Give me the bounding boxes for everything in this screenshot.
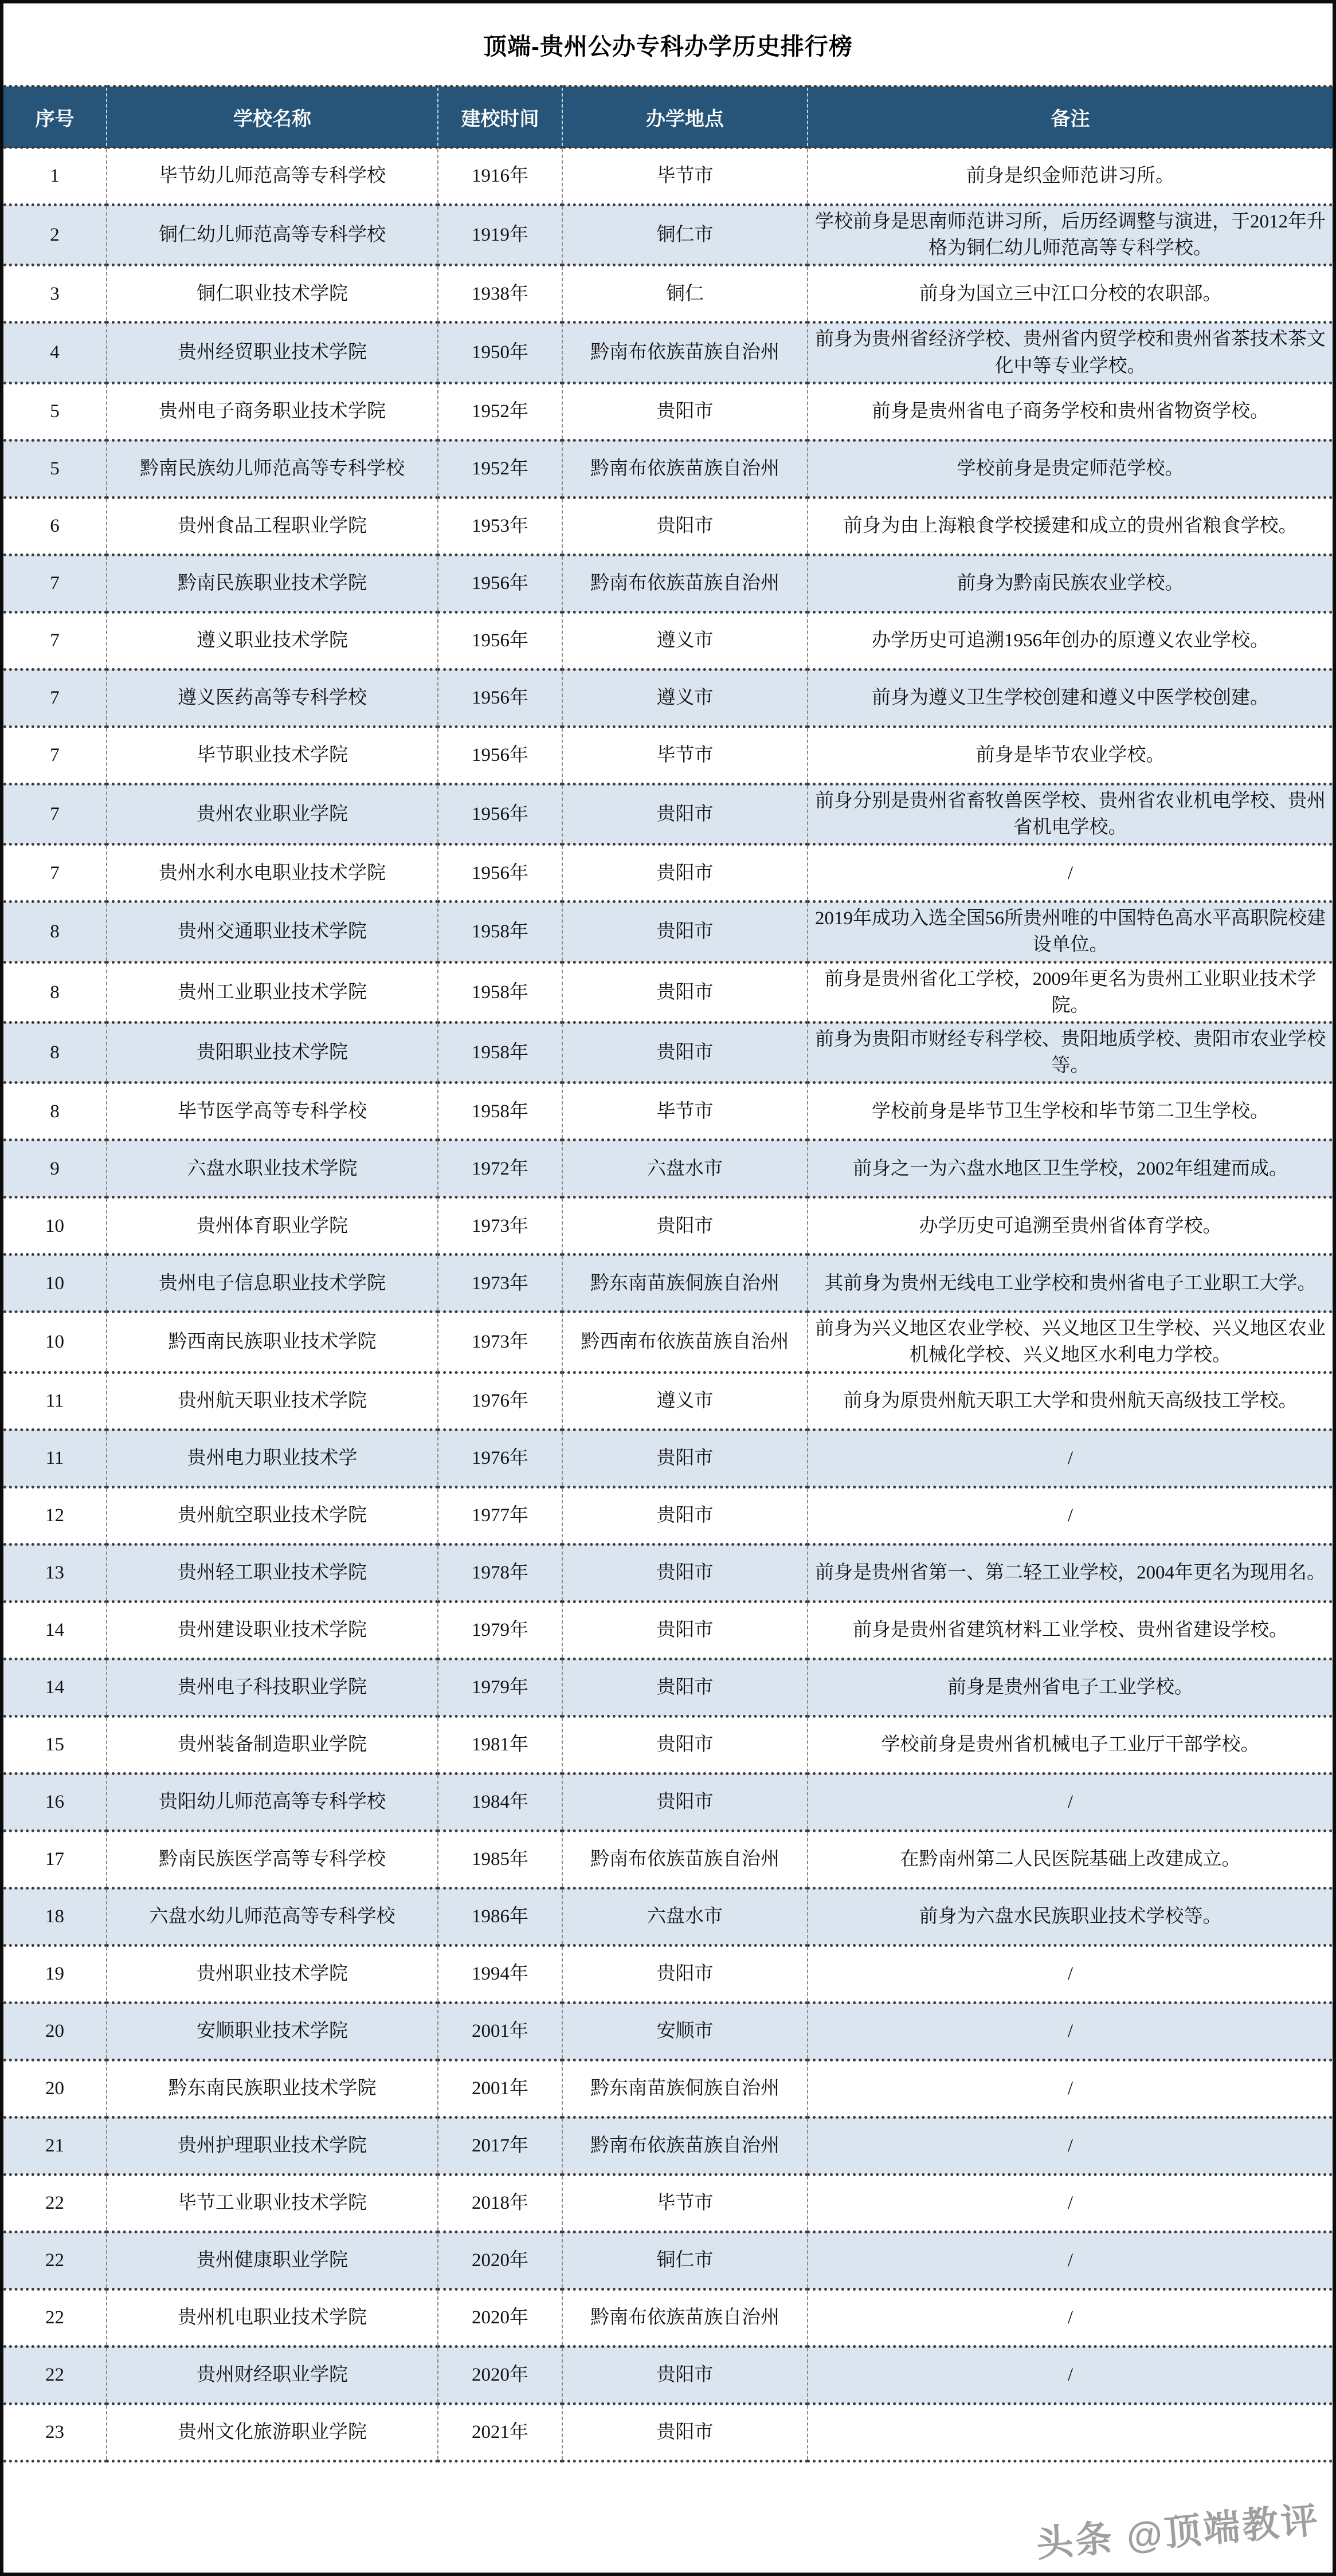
cell-note: 前身为兴义地区农业学校、兴义地区卫生学校、兴义地区农业机械化学校、兴义地区水利电力学校。 [808,1312,1333,1372]
cell-founding-year: 1938年 [438,265,562,323]
column-header-year: 建校时间 [438,87,562,148]
cell-school-name: 贵州工业职业技术学院 [107,962,438,1022]
cell-location: 贵阳市 [562,845,808,902]
cell-school-name: 贵州体育职业学院 [107,1197,438,1255]
cell-note: / [808,1487,1333,1544]
cell-location: 黔南布依族苗族自治州 [562,555,808,612]
cell-school-name: 毕节职业技术学院 [107,727,438,784]
cell-rank-number: 18 [45,1906,64,1927]
cell-rank-number: 8 [50,1042,60,1063]
cell-location: 安顺市 [562,2002,808,2060]
cell-rank-number: 7 [50,803,60,824]
cell-founding-year: 1985年 [438,1831,562,1888]
cell-founding-year: 1916年 [438,148,562,205]
cell-school-name: 贵州财经职业学院 [107,2346,438,2404]
cell-note: / [808,845,1333,902]
cell-rank-number: 4 [50,342,60,363]
cell-location: 黔南布依族苗族自治州 [562,440,808,497]
cell-note: 前身是毕节农业学校。 [808,727,1333,784]
cell-school-name: 贵阳幼儿师范高等专科学校 [107,1773,438,1831]
cell-location: 贵阳市 [562,784,808,844]
cell-note: 办学历史可追溯至贵州省体育学校。 [808,1197,1333,1255]
cell-school-name: 贵州农业职业学院 [107,784,438,844]
cell-location: 贵阳市 [562,1197,808,1255]
cell-note: / [808,2232,1333,2289]
cell-founding-year: 1952年 [438,383,562,440]
cell-location: 六盘水市 [562,1140,808,1197]
table-header-row [3,87,1333,148]
cell-founding-year: 1950年 [438,323,562,383]
cell-founding-year: 1973年 [438,1312,562,1372]
cell-location: 遵义市 [562,669,808,727]
cell-school-name: 贵州经贸职业技术学院 [107,323,438,383]
cell-note: / [808,1945,1333,2002]
cell-school-name: 贵州水利水电职业技术学院 [107,845,438,902]
watermark: 头条 @顶端教评 [1035,2499,1322,2565]
cell-founding-year: 1973年 [438,1255,562,1312]
cell-rank-number: 23 [45,2422,64,2443]
cell-note: 学校前身是思南师范讲习所，后历经调整与演进，于2012年升格为铜仁幼儿师范高等专科学校。 [808,205,1333,265]
cell-founding-year: 2018年 [438,2174,562,2232]
table-row [3,148,1333,205]
table-row [3,845,1333,902]
cell-rank-number: 22 [45,2250,64,2271]
cell-location: 贵阳市 [562,902,808,962]
cell-school-name: 贵州文化旅游职业学院 [107,2404,438,2461]
cell-note: 学校前身是贵定师范学校。 [808,440,1333,497]
cell-rank-number: 20 [45,2078,64,2099]
cell-rank-number: 8 [50,921,60,943]
table-row [3,1430,1333,1487]
table-row [3,555,1333,612]
cell-rank-number: 17 [45,1849,64,1870]
cell-rank-number: 16 [45,1792,64,1813]
cell-founding-year: 2017年 [438,2117,562,2174]
cell-note: 前身之一为六盘水地区卫生学校，2002年组建而成。 [808,1140,1333,1197]
cell-rank-number: 22 [45,2365,64,2386]
cell-rank-number: 6 [50,516,60,537]
cell-rank-number: 20 [45,2021,64,2042]
column-header-note: 备注 [808,87,1333,148]
table-row [3,1716,1333,1773]
cell-founding-year: 1972年 [438,1140,562,1197]
cell-rank-number: 14 [45,1677,64,1698]
cell-school-name: 贵州航天职业技术学院 [107,1372,438,1430]
cell-note: / [808,2002,1333,2060]
table-row [3,497,1333,555]
cell-rank-number: 5 [50,401,60,422]
cell-location: 贵阳市 [562,2346,808,2404]
cell-note: 前身是贵州省建筑材料工业学校、贵州省建设学校。 [808,1601,1333,1659]
cell-school-name: 六盘水幼儿师范高等专科学校 [107,1888,438,1945]
cell-rank-number: 1 [50,166,60,187]
table-row [3,1659,1333,1716]
cell-rank-number: 7 [50,630,60,651]
cell-location: 黔南布依族苗族自治州 [562,2289,808,2346]
cell-location: 贵阳市 [562,1716,808,1773]
cell-location: 黔南布依族苗族自治州 [562,1831,808,1888]
cell-note: 办学历史可追溯1956年创办的原遵义农业学校。 [808,612,1333,669]
cell-founding-year: 2001年 [438,2060,562,2117]
cell-rank-number: 7 [50,573,60,594]
cell-founding-year: 1919年 [438,205,562,265]
cell-rank-number: 22 [45,2193,64,2214]
cell-founding-year: 1956年 [438,845,562,902]
table-row [3,2060,1333,2117]
cell-school-name: 黔东南民族职业技术学院 [107,2060,438,2117]
table-row [3,265,1333,323]
cell-school-name: 遵义医药高等专科学校 [107,669,438,727]
cell-note: 前身为贵阳市财经专科学校、贵阳地质学校、贵阳市农业学校等。 [808,1022,1333,1082]
cell-location: 贵阳市 [562,383,808,440]
table-row [3,2117,1333,2174]
table-row [3,1888,1333,1945]
cell-location: 黔西南布依族苗族自治州 [562,1312,808,1372]
cell-founding-year: 2020年 [438,2232,562,2289]
cell-school-name: 贵州电力职业技术学 [107,1430,438,1487]
table-row [3,1372,1333,1430]
table-row [3,612,1333,669]
cell-rank-number: 10 [45,1332,64,1353]
cell-location: 贵阳市 [562,1022,808,1082]
page-title: 顶端-贵州公办专科办学历史排行榜 [483,33,853,60]
cell-note: 在黔南州第二人民医院基础上改建成立。 [808,1831,1333,1888]
cell-location: 铜仁市 [562,2232,808,2289]
cell-founding-year: 1952年 [438,440,562,497]
cell-founding-year: 1979年 [438,1601,562,1659]
cell-rank-number: 8 [50,981,60,1003]
cell-founding-year: 1956年 [438,612,562,669]
cell-school-name: 安顺职业技术学院 [107,2002,438,2060]
table-row [3,669,1333,727]
table-row [3,1083,1333,1140]
cell-location: 贵阳市 [562,1773,808,1831]
cell-school-name: 黔西南民族职业技术学院 [107,1312,438,1372]
cell-location: 毕节市 [562,1083,808,1140]
cell-founding-year: 2020年 [438,2346,562,2404]
cell-school-name: 六盘水职业技术学院 [107,1140,438,1197]
cell-school-name: 毕节医学高等专科学校 [107,1083,438,1140]
cell-location: 贵阳市 [562,1659,808,1716]
table-row [3,2346,1333,2404]
table-row [3,440,1333,497]
cell-founding-year: 2020年 [438,2289,562,2346]
table-row [3,2289,1333,2346]
cell-location: 遵义市 [562,1372,808,1430]
table-row [3,1601,1333,1659]
cell-founding-year: 1958年 [438,1022,562,1082]
cell-note: 前身是贵州省电子工业学校。 [808,1659,1333,1716]
table-row [3,1140,1333,1197]
cell-founding-year: 1958年 [438,902,562,962]
cell-founding-year: 1956年 [438,555,562,612]
cell-founding-year: 1979年 [438,1659,562,1716]
cell-rank-number: 22 [45,2307,64,2328]
cell-school-name: 铜仁幼儿师范高等专科学校 [107,205,438,265]
table-row [3,2174,1333,2232]
cell-note: / [808,2117,1333,2174]
cell-location: 贵阳市 [562,1430,808,1487]
cell-note: / [808,2346,1333,2404]
table-row [3,383,1333,440]
cell-school-name: 贵州电子商务职业技术学院 [107,383,438,440]
cell-location: 毕节市 [562,2174,808,2232]
cell-location: 黔东南苗族侗族自治州 [562,2060,808,2117]
cell-founding-year: 1956年 [438,669,562,727]
cell-location: 黔东南苗族侗族自治州 [562,1255,808,1312]
cell-note: / [808,2174,1333,2232]
cell-location: 黔南布依族苗族自治州 [562,323,808,383]
cell-note: 前身分别是贵州省畜牧兽医学校、贵州省农业机电学校、贵州省机电学校。 [808,784,1333,844]
cell-note: / [808,1430,1333,1487]
cell-school-name: 黔南民族职业技术学院 [107,555,438,612]
cell-rank-number: 7 [50,862,60,883]
cell-school-name: 贵阳职业技术学院 [107,1022,438,1082]
table-row [3,1022,1333,1082]
table-row [3,323,1333,383]
cell-rank-number: 11 [45,1391,64,1412]
cell-school-name: 毕节幼儿师范高等专科学校 [107,148,438,205]
cell-note: 前身是织金师范讲习所。 [808,148,1333,205]
cell-note: 学校前身是毕节卫生学校和毕节第二卫生学校。 [808,1083,1333,1140]
cell-school-name: 铜仁职业技术学院 [107,265,438,323]
cell-school-name: 贵州交通职业技术学院 [107,902,438,962]
cell-note: 前身为贵州省经济学校、贵州省内贸学校和贵州省茶技术茶文化中等专业学校。 [808,323,1333,383]
cell-rank-number: 19 [45,1964,64,1985]
cell-rank-number: 5 [50,458,60,480]
cell-founding-year: 1981年 [438,1716,562,1773]
table-row [3,784,1333,844]
cell-school-name: 贵州建设职业技术学院 [107,1601,438,1659]
cell-location: 贵阳市 [562,1487,808,1544]
cell-note: 学校前身是贵州省机械电子工业厅干部学校。 [808,1716,1333,1773]
cell-note: / [808,1773,1333,1831]
cell-rank-number: 10 [45,1215,64,1236]
cell-rank-number: 21 [45,2135,64,2157]
cell-founding-year: 1976年 [438,1372,562,1430]
cell-founding-year: 1958年 [438,962,562,1022]
cell-school-name: 贵州航空职业技术学院 [107,1487,438,1544]
cell-founding-year: 1978年 [438,1544,562,1601]
cell-school-name: 黔南民族幼儿师范高等专科学校 [107,440,438,497]
cell-rank-number: 11 [45,1448,64,1469]
cell-school-name: 贵州护理职业技术学院 [107,2117,438,2174]
cell-note: 前身是贵州省化工学校，2009年更名为贵州工业职业技术学院。 [808,962,1333,1022]
column-header-index: 序号 [3,87,107,148]
cell-rank-number: 2 [50,225,60,246]
cell-school-name: 贵州健康职业学院 [107,2232,438,2289]
cell-founding-year: 1977年 [438,1487,562,1544]
cell-location: 贵阳市 [562,2404,808,2461]
cell-note: / [808,2289,1333,2346]
cell-founding-year: 1976年 [438,1430,562,1487]
cell-rank-number: 13 [45,1562,64,1584]
cell-founding-year: 2021年 [438,2404,562,2461]
cell-note: 前身是贵州省第一、第二轻工业学校，2004年更名为现用名。 [808,1544,1333,1601]
cell-rank-number: 12 [45,1505,64,1526]
cell-founding-year: 1984年 [438,1773,562,1831]
table-row [3,1831,1333,1888]
cell-note: 2019年成功入选全国56所贵州唯的中国特色高水平高职院校建设单位。 [808,902,1333,962]
cell-note: 前身为六盘水民族职业技术学校等。 [808,1888,1333,1945]
cell-rank-number: 9 [50,1158,60,1179]
cell-school-name: 黔南民族医学高等专科学校 [107,1831,438,1888]
cell-note: 前身为黔南民族农业学校。 [808,555,1333,612]
table-row [3,2002,1333,2060]
cell-location: 铜仁 [562,265,808,323]
cell-founding-year: 1956年 [438,727,562,784]
cell-founding-year: 1956年 [438,784,562,844]
cell-school-name: 贵州机电职业技术学院 [107,2289,438,2346]
cell-rank-number: 3 [50,283,60,304]
cell-note: 前身是贵州省电子商务学校和贵州省物资学校。 [808,383,1333,440]
cell-rank-number: 7 [50,745,60,766]
table-row [3,1945,1333,2002]
cell-rank-number: 7 [50,688,60,709]
cell-founding-year: 2001年 [438,2002,562,2060]
cell-note [808,2404,1333,2461]
cell-location: 贵阳市 [562,1945,808,2002]
cell-location: 铜仁市 [562,205,808,265]
cell-school-name: 贵州轻工职业技术学院 [107,1544,438,1601]
cell-note: / [808,2060,1333,2117]
cell-school-name: 贵州电子信息职业技术学院 [107,1255,438,1312]
cell-note: 前身为遵义卫生学校创建和遵义中医学校创建。 [808,669,1333,727]
table-row [3,2232,1333,2289]
table-row [3,962,1333,1022]
cell-location: 贵阳市 [562,1601,808,1659]
cell-note: 前身为国立三中江口分校的农职部。 [808,265,1333,323]
cell-location: 贵阳市 [562,497,808,555]
cell-location: 贵阳市 [562,1544,808,1601]
table-row [3,1773,1333,1831]
cell-rank-number: 10 [45,1273,64,1294]
cell-school-name: 贵州装备制造职业学院 [107,1716,438,1773]
cell-note: 前身为由上海粮食学校援建和成立的贵州省粮食学校。 [808,497,1333,555]
cell-founding-year: 1958年 [438,1083,562,1140]
table-row [3,1544,1333,1601]
table-row [3,2404,1333,2461]
cell-school-name: 贵州电子科技职业学院 [107,1659,438,1716]
column-header-location: 办学地点 [562,87,808,148]
ranking-table [3,85,1333,2463]
table-row [3,1255,1333,1312]
cell-location: 遵义市 [562,612,808,669]
cell-founding-year: 1986年 [438,1888,562,1945]
table-row [3,1487,1333,1544]
cell-school-name: 毕节工业职业技术学院 [107,2174,438,2232]
column-header-name: 学校名称 [107,87,438,148]
cell-school-name: 贵州食品工程职业学院 [107,497,438,555]
table-row [3,902,1333,962]
cell-location: 毕节市 [562,148,808,205]
cell-rank-number: 14 [45,1620,64,1641]
table-row [3,1312,1333,1372]
cell-founding-year: 1953年 [438,497,562,555]
cell-note: 其前身为贵州无线电工业学校和贵州省电子工业职工大学。 [808,1255,1333,1312]
cell-location: 六盘水市 [562,1888,808,1945]
table-row [3,727,1333,784]
cell-location: 贵阳市 [562,962,808,1022]
cell-rank-number: 8 [50,1101,60,1122]
cell-school-name: 遵义职业技术学院 [107,612,438,669]
table-row [3,205,1333,265]
cell-rank-number: 15 [45,1734,64,1756]
cell-school-name: 贵州职业技术学院 [107,1945,438,2002]
cell-founding-year: 1994年 [438,1945,562,2002]
table-row [3,1197,1333,1255]
cell-note: 前身为原贵州航天职工大学和贵州航天高级技工学校。 [808,1372,1333,1430]
cell-founding-year: 1973年 [438,1197,562,1255]
cell-location: 黔南布依族苗族自治州 [562,2117,808,2174]
cell-location: 毕节市 [562,727,808,784]
